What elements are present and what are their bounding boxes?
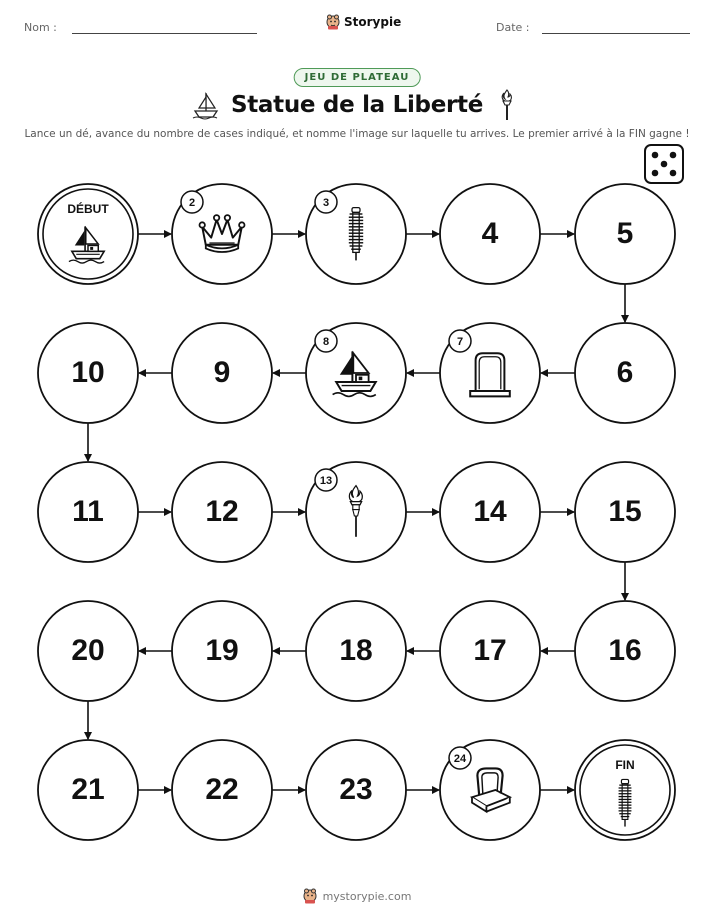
footer-site: mystorypie.com bbox=[322, 889, 412, 903]
space-number: 23 bbox=[339, 772, 373, 806]
space-number: 21 bbox=[71, 772, 105, 806]
board-space bbox=[172, 184, 272, 284]
space-number: 18 bbox=[339, 633, 373, 667]
space-number: 6 bbox=[616, 355, 634, 389]
space-number: 4 bbox=[481, 216, 499, 250]
category-tag: JEU DE PLATEAU bbox=[294, 68, 421, 87]
board-space bbox=[172, 740, 272, 840]
board-space bbox=[575, 601, 675, 701]
space-number: 15 bbox=[608, 494, 642, 528]
space-number: 19 bbox=[205, 633, 239, 667]
space-number: 14 bbox=[473, 494, 507, 528]
footer bbox=[0, 888, 714, 904]
space-number: 24 bbox=[453, 752, 467, 765]
board-space bbox=[440, 462, 540, 562]
space-number: 7 bbox=[456, 335, 464, 348]
start-space bbox=[38, 184, 138, 284]
board-space bbox=[306, 323, 406, 423]
page-title: Statue de la Liberté bbox=[230, 92, 484, 118]
space-number: 13 bbox=[319, 474, 333, 487]
board-space bbox=[440, 740, 540, 840]
space-number: 9 bbox=[213, 355, 231, 389]
board-space bbox=[172, 323, 272, 423]
board-space bbox=[575, 462, 675, 562]
board-space bbox=[575, 184, 675, 284]
board-space bbox=[440, 601, 540, 701]
space-number: 12 bbox=[205, 494, 239, 528]
space-number: 16 bbox=[608, 633, 642, 667]
finish-space bbox=[575, 740, 675, 840]
board-space bbox=[38, 462, 138, 562]
space-number: 17 bbox=[473, 633, 507, 667]
date-label: Date : bbox=[496, 21, 530, 34]
board-space bbox=[306, 740, 406, 840]
name-label: Nom : bbox=[24, 21, 57, 34]
space-number: 8 bbox=[322, 335, 330, 348]
board-space bbox=[38, 740, 138, 840]
space-number: 11 bbox=[72, 494, 104, 528]
space-number: 10 bbox=[71, 355, 105, 389]
finish-label: FIN bbox=[615, 758, 635, 773]
brand-name: Storypie bbox=[344, 15, 402, 29]
board-space bbox=[306, 184, 406, 284]
board-space bbox=[172, 601, 272, 701]
board-space bbox=[440, 323, 540, 423]
board-space bbox=[172, 462, 272, 562]
instructions: Lance un dé, avance du nombre de cases indiqué, et nomme l'image sur laquelle tu arrives. Le premier arrivé à la FIN gagne ! bbox=[24, 128, 690, 140]
start-label: DÉBUT bbox=[67, 202, 109, 217]
space-number: 2 bbox=[188, 196, 196, 209]
board-space bbox=[38, 601, 138, 701]
board-space bbox=[440, 184, 540, 284]
space-number: 22 bbox=[205, 772, 239, 806]
tablet-icon bbox=[470, 353, 510, 396]
space-number: 20 bbox=[71, 633, 105, 667]
board-space bbox=[38, 323, 138, 423]
board-space bbox=[306, 601, 406, 701]
storypie-mascot-icon bbox=[303, 888, 317, 904]
board-space bbox=[575, 323, 675, 423]
space-number: 5 bbox=[616, 216, 634, 250]
space-number: 3 bbox=[322, 196, 330, 209]
board-space bbox=[306, 462, 406, 562]
